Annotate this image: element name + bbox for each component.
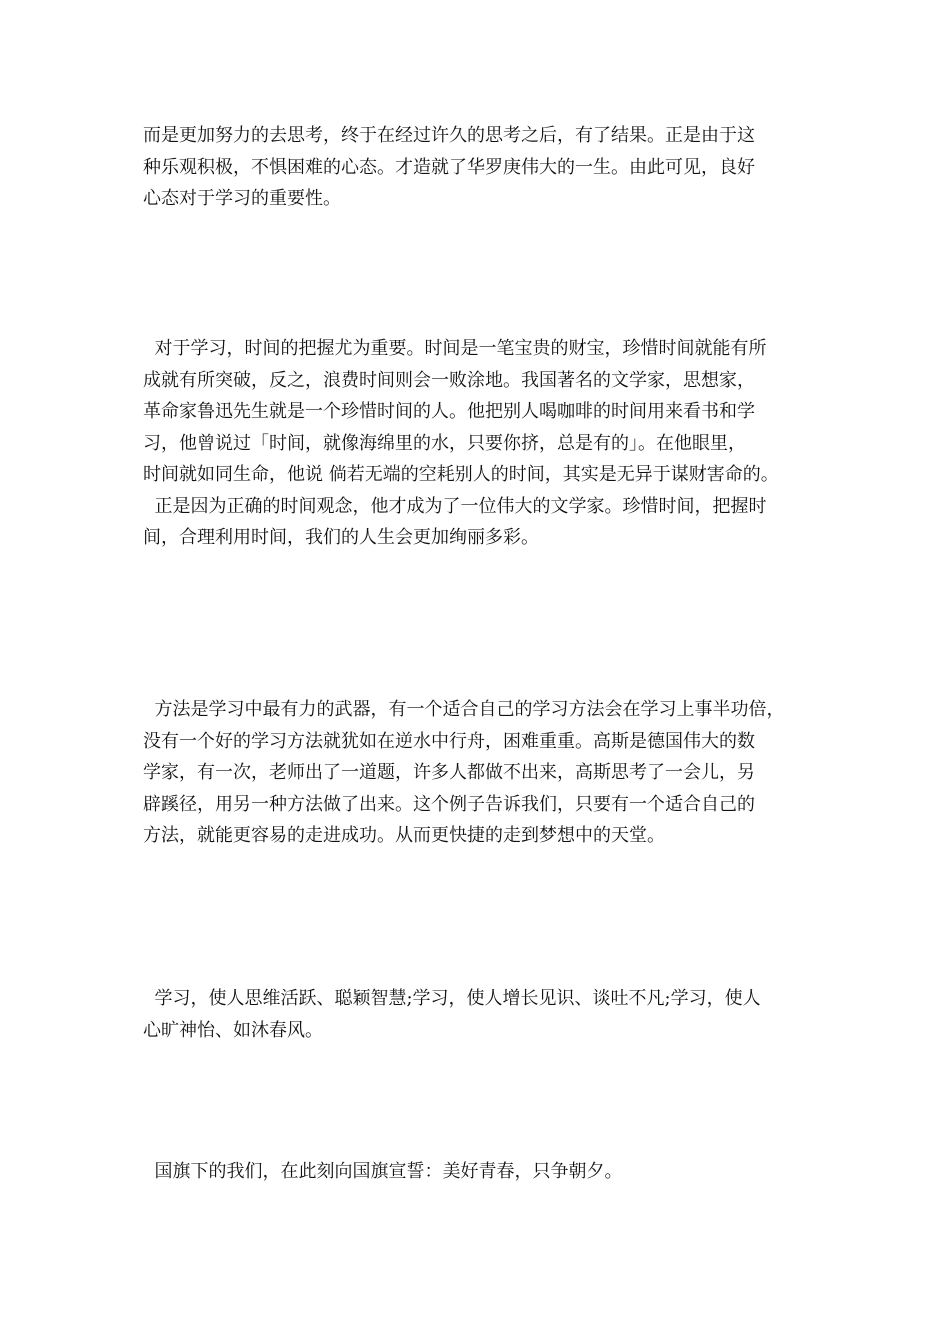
text-line: 革命家鲁迅先生就是一个珍惜时间的人。他把别人喝咖啡的时间用来看书和学 <box>143 401 755 422</box>
text-line: 间，合理利用时间，我们的人生会更加绚丽多彩。 <box>143 527 539 548</box>
paragraph-benefits-of-study <box>143 983 823 1046</box>
text-line: 方法，就能更容易的走进成功。从而更快捷的走到梦想中的天堂。 <box>143 825 665 846</box>
text-line: 种乐观积极，不惧困难的心态。才造就了华罗庚伟大的一生。由此可见，良好 <box>143 156 755 178</box>
paragraph-study-method <box>143 694 823 852</box>
paragraph-oath <box>143 1156 823 1188</box>
text-line: 国旗下的我们，在此刻向国旗宣誓：美好青春，只争朝夕。 <box>143 1161 623 1182</box>
text-line: 心态对于学习的重要性。 <box>143 188 341 209</box>
text-line: 学家，有一次，老师出了一道题，许多人都做不出来，高斯思考了一会儿，另 <box>143 762 755 783</box>
text-line: 对于学习，时间的把握尤为重要。时间是一笔宝贵的财宝，珍惜时间就能有所 <box>143 338 767 359</box>
text-line: 没有一个好的学习方法就犹如在逆水中行舟，困难重重。高斯是德国伟大的数 <box>143 730 755 752</box>
text-line: 方法是学习中最有力的武器，有一个适合自己的学习方法会在学习上事半功倍， <box>143 699 785 720</box>
text-line: 时间就如同生命，他说 倘若无端的空耗别人的时间，其实是无异于谋财害命的。 <box>143 464 779 485</box>
text-line: 而是更加努力的去思考，终于在经过许久的思考之后，有了结果。正是由于这 <box>143 125 755 146</box>
text-line: 习，他曾说过「时间，就像海绵里的水，只要你挤，总是有的」。在他眼里， <box>143 432 746 454</box>
paragraph-time-management <box>143 333 823 554</box>
text-line: 辟蹊径，用另一种方法做了出来。这个例子告诉我们，只要有一个适合自己的 <box>143 793 755 815</box>
text-line: 正是因为正确的时间观念，他才成为了一位伟大的文学家。珍惜时间，把握时 <box>143 495 767 517</box>
text-line: 心旷神怡、如沐春风。 <box>143 1019 323 1041</box>
text-line: 学习，使人思维活跃、聪颖智慧;学习，使人增长见识、谈吐不凡;学习，使人 <box>143 988 761 1009</box>
text-line: 成就有所突破，反之，浪费时间则会一败涂地。我国著名的文学家，思想家， <box>143 369 755 391</box>
paragraph-hua-luogeng <box>143 120 823 215</box>
